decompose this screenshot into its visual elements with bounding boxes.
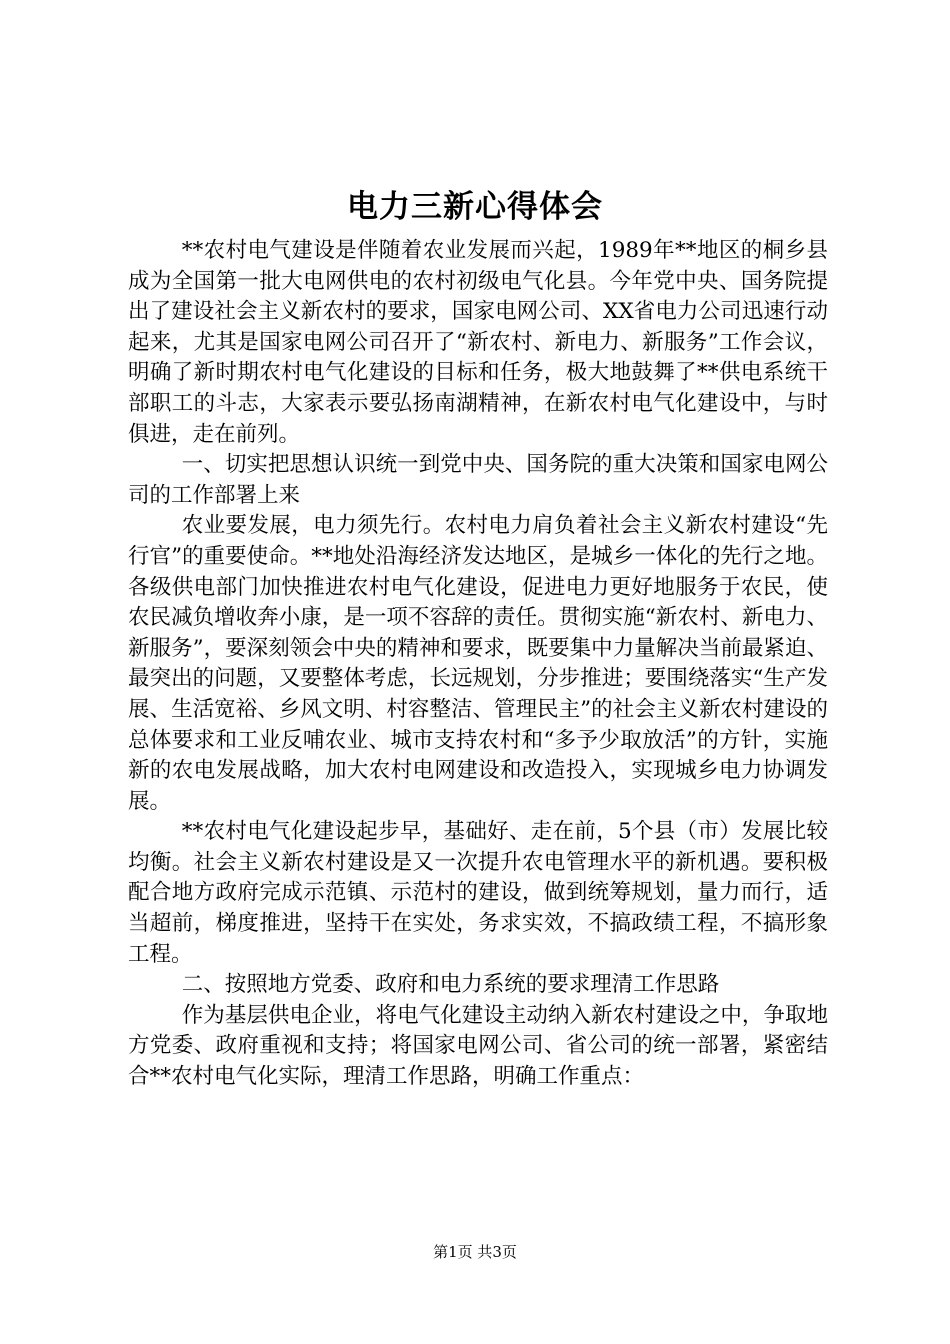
section-heading-1: 一、切实把思想认识统一到党中央、国务院的重大决策和国家电网公司的工作部署上来 bbox=[128, 452, 828, 508]
page-number-footer: 第1页 共3页 bbox=[433, 1243, 517, 1261]
document-body bbox=[128, 236, 828, 1093]
section-heading-2: 二、按照地方党委、政府和电力系统的要求理清工作思路 bbox=[181, 972, 720, 998]
document-title: 电力三新心得体会 bbox=[347, 189, 603, 225]
paragraph-intro: **农村电气建设是伴随着农业发展而兴起，1989年**地区的桐乡县成为全国第一批大电网供电的农村初级电气化县。今年党中央、国务院提出了建设社会主义新农村的要求，国家电网公司、XX省电力公司迅速行动起来，尤其是国家电网公司召开了“新农村、新电力、新服务”工作会议，明确了新时期农村电气化建设的目标和任务，极大地鼓舞了**供电系统干部职工的斗志，大家表示要弘扬南湖精神，在新农村电气化建设中，与时俱进，走在前列。 bbox=[128, 238, 828, 447]
paragraph-rural-electrification: **农村电气化建设起步早，基础好、走在前，5个县（市）发展比较均衡。社会主义新农村建设是又一次提升农电管理水平的新机遇。要积极配合地方政府完成示范镇、示范村的建设，做到统筹规划，量力而行，适当超前，梯度推进，坚持干在实处，务求实效，不搞政绩工程，不搞形象工程。 bbox=[128, 819, 828, 967]
paragraph-agriculture: 农业要发展，电力须先行。农村电力肩负着社会主义新农村建设“先行官”的重要使命。**地处沿海经济发达地区，是城乡一体化的先行之地。各级供电部门加快推进农村电气化建设，促进电力更好地服务于农民，使农民减负增收奔小康，是一项不容辞的责任。贯彻实施“新农村、新电力、新服务”，要深刻领会中央的精神和要求，既要集中力量解决当前最紧迫、最突出的问题，又要整体考虑，长远规划，分步推进；要围绕落实“生产发展、生活宽裕、乡风文明、村容整洁、管理民主”的社会主义新农村建设的总体要求和工业反哺农业、城市支持农村和“多予少取放活”的方针，实施新的农电发展战略，加大农村电网建设和改造投入，实现城乡电力协调发展。 bbox=[128, 513, 828, 814]
paragraph-work-approach: 作为基层供电企业，将电气化建设主动纳入新农村建设之中，争取地方党委、政府重视和支持；将国家电网公司、省公司的统一部署，紧密结合**农村电气化实际，理清工作思路，明确工作重点： bbox=[128, 1002, 828, 1090]
